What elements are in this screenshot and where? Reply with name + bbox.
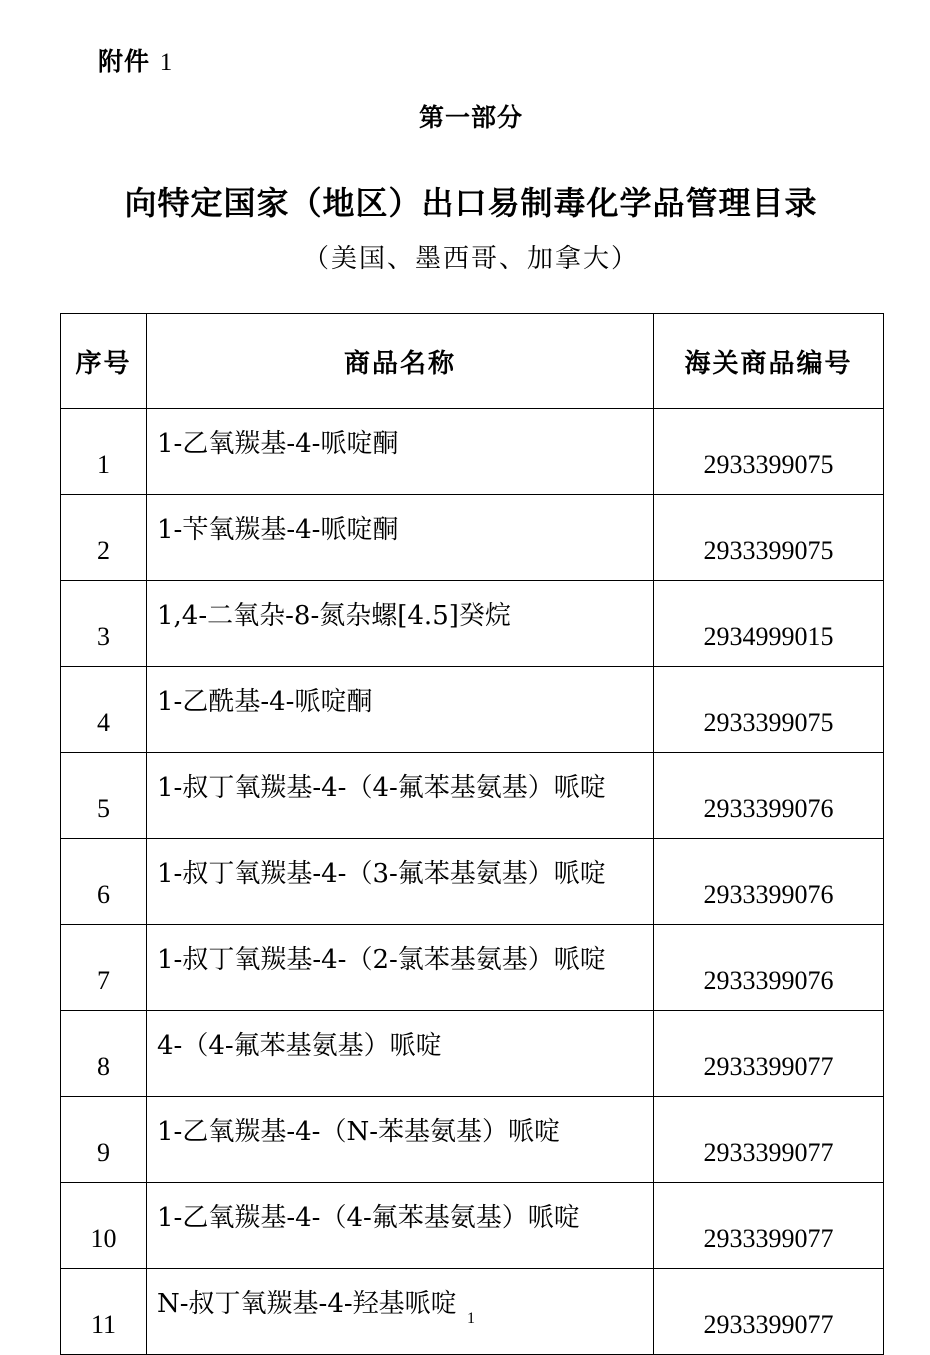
row-seq: 5 bbox=[61, 753, 147, 839]
row-code: 2933399077 bbox=[654, 1011, 884, 1097]
table-row bbox=[61, 667, 884, 753]
row-name: 1-叔丁氧羰基-4-（2-氯苯基氨基）哌啶 bbox=[147, 925, 654, 1011]
row-name: 1-乙氧羰基-4-哌啶酮 bbox=[147, 409, 654, 495]
table-row bbox=[61, 409, 884, 495]
row-name: 1,4-二氧杂-8-氮杂螺[4.5]癸烷 bbox=[147, 581, 654, 667]
document-title: 向特定国家（地区）出口易制毒化学品管理目录 bbox=[124, 184, 818, 222]
row-name: 1-乙氧羰基-4-（4-氟苯基氨基）哌啶 bbox=[147, 1183, 654, 1269]
attachment-number: 1 bbox=[159, 49, 174, 76]
column-header-name: 商品名称 bbox=[147, 314, 654, 409]
row-code: 2933399077 bbox=[654, 1097, 884, 1183]
row-code: 2933399077 bbox=[654, 1269, 884, 1355]
row-seq: 3 bbox=[61, 581, 147, 667]
table-body bbox=[61, 409, 884, 1355]
part-heading: 第一部分 bbox=[418, 103, 523, 132]
table-row bbox=[61, 581, 884, 667]
row-code: 2933399075 bbox=[654, 667, 884, 753]
document-subtitle: （美国、墨西哥、加拿大） bbox=[302, 244, 639, 274]
row-seq: 6 bbox=[61, 839, 147, 925]
row-code: 2933399076 bbox=[654, 925, 884, 1011]
row-seq: 11 bbox=[61, 1269, 147, 1355]
row-code: 2933399075 bbox=[654, 495, 884, 581]
table-row bbox=[61, 1183, 884, 1269]
table-row bbox=[61, 925, 884, 1011]
row-code: 2933399076 bbox=[654, 839, 884, 925]
row-seq: 1 bbox=[61, 409, 147, 495]
row-name: 4-（4-氟苯基氨基）哌啶 bbox=[147, 1011, 654, 1097]
row-code: 2933399076 bbox=[654, 753, 884, 839]
row-seq: 9 bbox=[61, 1097, 147, 1183]
table-row bbox=[61, 1097, 884, 1183]
table-row bbox=[61, 839, 884, 925]
row-code: 2933399075 bbox=[654, 409, 884, 495]
row-name: 1-叔丁氧羰基-4-（3-氟苯基氨基）哌啶 bbox=[147, 839, 654, 925]
page-number: 1 bbox=[467, 1310, 475, 1327]
table-header-row bbox=[61, 314, 884, 409]
row-name: 1-叔丁氧羰基-4-（4-氟苯基氨基）哌啶 bbox=[147, 753, 654, 839]
row-name: 1-乙氧羰基-4-（N-苯基氨基）哌啶 bbox=[147, 1097, 654, 1183]
row-seq: 4 bbox=[61, 667, 147, 753]
row-seq: 2 bbox=[61, 495, 147, 581]
attachment-label bbox=[98, 42, 173, 78]
table-row bbox=[61, 753, 884, 839]
row-seq: 7 bbox=[61, 925, 147, 1011]
chemicals-table bbox=[60, 313, 884, 1355]
row-seq: 8 bbox=[61, 1011, 147, 1097]
attachment-label-text: 附件 bbox=[98, 47, 151, 76]
row-name: 1-乙酰基-4-哌啶酮 bbox=[147, 667, 654, 753]
row-name: N-叔丁氧羰基-4-羟基哌啶 bbox=[147, 1269, 654, 1355]
row-name: 1-苄氧羰基-4-哌啶酮 bbox=[147, 495, 654, 581]
column-header-code: 海关商品编号 bbox=[654, 314, 884, 409]
row-seq: 10 bbox=[61, 1183, 147, 1269]
row-code: 2933399077 bbox=[654, 1183, 884, 1269]
column-header-seq: 序号 bbox=[61, 314, 147, 409]
table-row bbox=[61, 1011, 884, 1097]
row-code: 2934999015 bbox=[654, 581, 884, 667]
table-row bbox=[61, 495, 884, 581]
